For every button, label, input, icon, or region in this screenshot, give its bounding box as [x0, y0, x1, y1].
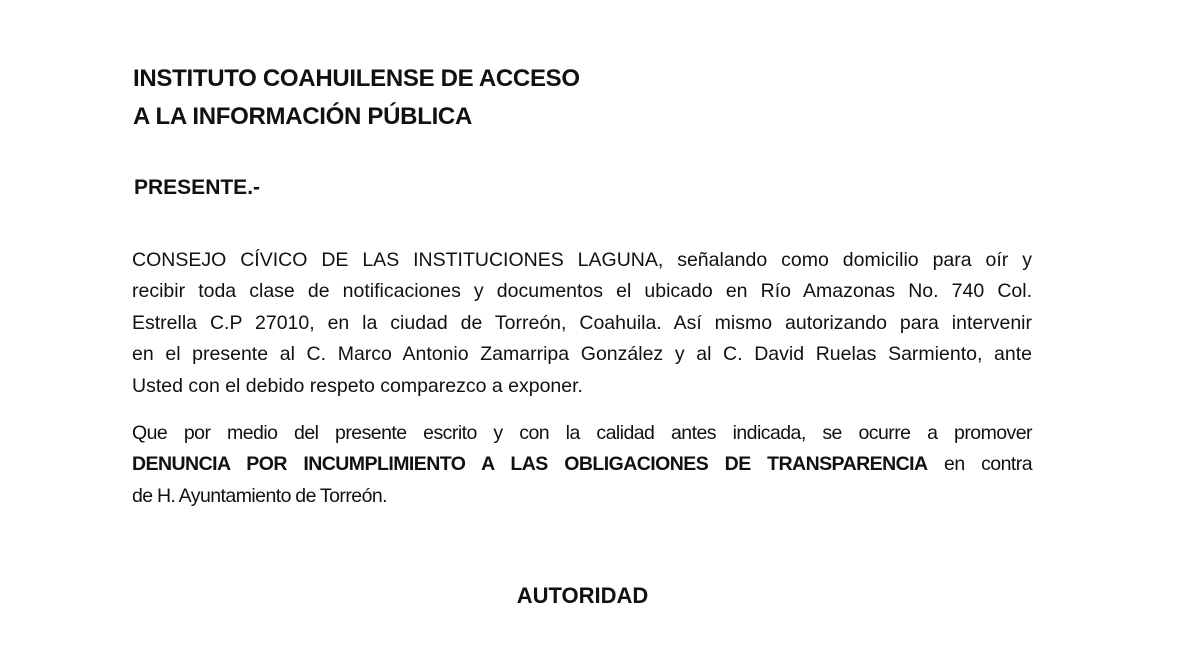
intro-line: recibir toda clase de notificaciones y documentos el ubicado en Río Amazonas No. 740 Col.	[132, 280, 1032, 303]
complaint-line	[132, 449, 1032, 480]
addressee-line-1: INSTITUTO COAHUILENSE DE ACCESO	[133, 65, 580, 92]
section-heading-autoridad: AUTORIDAD	[516, 583, 649, 608]
salutation: PRESENTE.-	[134, 176, 261, 199]
intro-line: Usted con el debido respeto comparezco a exponer.	[132, 374, 583, 397]
intro-line: CONSEJO CÍVICO DE LAS INSTITUCIONES LAGUNA, señalando como domicilio para oír y	[132, 249, 1032, 271]
intro-line: Estrella C.P 27010, en la ciudad de Torreón, Coahuila. Así mismo autorizando para intervenir	[132, 311, 1032, 334]
complaint-line: Que por medio del presente escrito y con la calidad antes indicada, se ocurre a promover	[132, 422, 1032, 444]
complaint-paragraph	[132, 418, 1032, 512]
complaint-title: DENUNCIA POR INCUMPLIMIENTO A LAS OBLIGACIONES DE TRANSPARENCIA	[132, 453, 928, 476]
complaint-line-rest: en contra	[927, 453, 1032, 476]
complaint-line: de H. Ayuntamiento de Torreón.	[132, 484, 388, 507]
intro-line: en el presente al C. Marco Antonio Zamarripa González y al C. David Ruelas Sarmiento, ante	[132, 343, 1032, 366]
addressee-line-2: A LA INFORMACIÓN PÚBLICA	[133, 103, 472, 130]
intro-paragraph	[132, 245, 1032, 402]
